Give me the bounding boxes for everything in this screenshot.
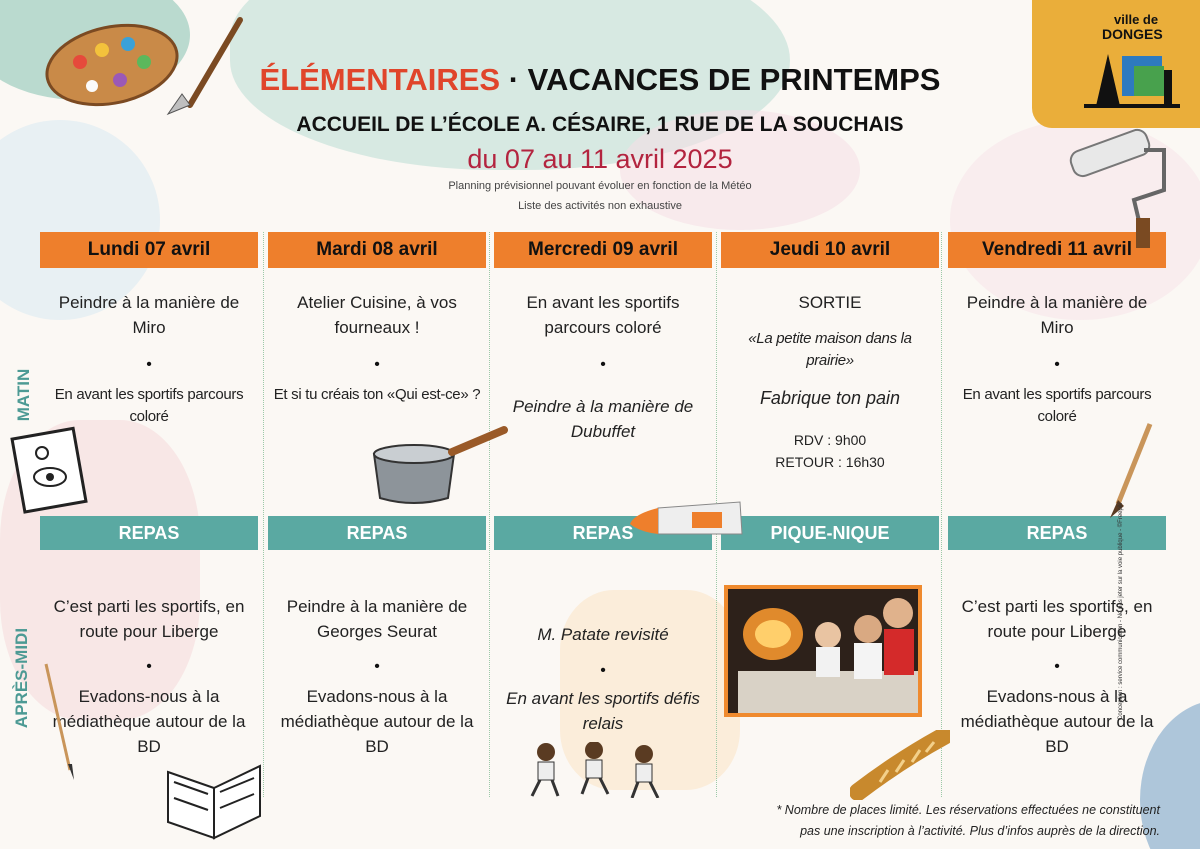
morning-activity: Et si tu créais ton «Qui est-ce» ?: [273, 386, 481, 403]
baguette-icon: [850, 730, 950, 800]
day-header: Vendredi 11 avril: [948, 232, 1166, 268]
morning-activity: Peindre à la manière de Miro: [58, 293, 240, 337]
bullet: •: [1054, 356, 1060, 373]
afternoon-activity: M. Patate revisité: [537, 625, 669, 644]
morning-activity: En avant les sportifs parcours coloré: [54, 386, 244, 425]
paintbrush-icon: [1100, 420, 1160, 520]
credit-text: Conception : service communication - Ne pas jeter sur la voie publique - ©Freepik: [1118, 502, 1124, 720]
day-column-tuesday: [268, 232, 486, 797]
paint-roller-icon: [1064, 120, 1174, 250]
column-divider: [489, 232, 490, 797]
running-kids-icon: [524, 742, 674, 798]
morning-activity: En avant les sportifs parcours coloré: [962, 386, 1152, 425]
meal-banner: REPAS: [40, 516, 258, 550]
afternoon-label: APRÈS-MIDI: [12, 627, 31, 729]
bullet: •: [146, 356, 152, 373]
logo-line1: ville de: [1114, 12, 1159, 27]
date-range: du 07 au 11 avril 2025: [467, 144, 733, 174]
activities-note: Liste des activités non exhaustive: [518, 200, 682, 212]
return-time: RETOUR : 16h30: [775, 454, 885, 470]
meal-banner: REPAS: [494, 516, 712, 550]
footnote: [600, 800, 1160, 842]
afternoon-activity: C’est parti les sportifs, en route pour Liberge: [961, 597, 1153, 641]
bullet: •: [374, 658, 380, 675]
afternoon-activity: Evadons-nous à la médiathèque autour de la BD: [960, 687, 1154, 756]
eye-drawing-icon: [10, 425, 90, 515]
meal-banner: REPAS: [948, 516, 1166, 550]
morning-activity: Peindre à la manière de Dubuffet: [512, 397, 694, 441]
meal-banner: REPAS: [268, 516, 486, 550]
afternoon-activity: C’est parti les sportifs, en route pour Liberge: [53, 597, 245, 641]
outing-destination: «La petite maison dans la prairie»: [748, 330, 912, 369]
bullet: •: [1054, 658, 1060, 675]
bullet: •: [600, 662, 606, 679]
morning-activity: Fabrique ton pain: [759, 388, 901, 408]
afternoon-activity: Evadons-nous à la médiathèque autour de la BD: [280, 687, 474, 756]
comic-book-icon: [160, 752, 270, 842]
afternoon-activity: Peindre à la manière de Georges Seurat: [286, 597, 468, 641]
day-header: Jeudi 10 avril: [721, 232, 939, 268]
title-separator: ·: [508, 62, 520, 97]
bullet: •: [600, 356, 606, 373]
day-header: Lundi 07 avril: [40, 232, 258, 268]
morning-label: MATIN: [14, 368, 33, 422]
logo-line2: DONGES: [1102, 26, 1163, 42]
bread-making-photo: [724, 585, 922, 717]
paint-tube-icon: [628, 498, 748, 544]
meeting-time: RDV : 9h00: [793, 432, 867, 448]
subtitle: ACCUEIL DE L’ÉCOLE A. CÉSAIRE, 1 RUE DE LA SOUCHAIS: [296, 113, 904, 136]
bullet: •: [146, 658, 152, 675]
outing-label: SORTIE: [798, 293, 862, 312]
morning-activity: En avant les sportifs parcours coloré: [526, 293, 680, 337]
meal-banner: PIQUE-NIQUE: [721, 516, 939, 550]
day-header: Mercredi 09 avril: [494, 232, 712, 268]
title-part2: VACANCES DE PRINTEMPS: [527, 62, 941, 97]
bullet: •: [374, 356, 380, 373]
title-part1: ÉLÉMENTAIRES: [259, 62, 501, 97]
saucepan-icon: [364, 424, 514, 508]
afternoon-activity: En avant les sportifs défis relais: [506, 689, 700, 733]
column-divider: [263, 232, 264, 797]
day-header: Mardi 08 avril: [268, 232, 486, 268]
page-title: [0, 62, 1200, 98]
afternoon-activity: Evadons-nous à la médiathèque autour de la BD: [52, 687, 246, 756]
footnote-line1: * Nombre de places limité. Les réservations effectuées ne constituent: [776, 803, 1160, 817]
morning-activity: Atelier Cuisine, à vos fourneaux !: [297, 293, 457, 337]
thin-brush-icon: [40, 660, 80, 780]
weather-note: Planning prévisionnel pouvant évoluer en fonction de la Météo: [448, 180, 752, 192]
column-divider: [941, 232, 942, 797]
morning-activity: Peindre à la manière de Miro: [966, 293, 1148, 337]
footnote-line2: pas une inscription à l’activité. Plus d’infos auprès de la direction.: [800, 824, 1160, 838]
